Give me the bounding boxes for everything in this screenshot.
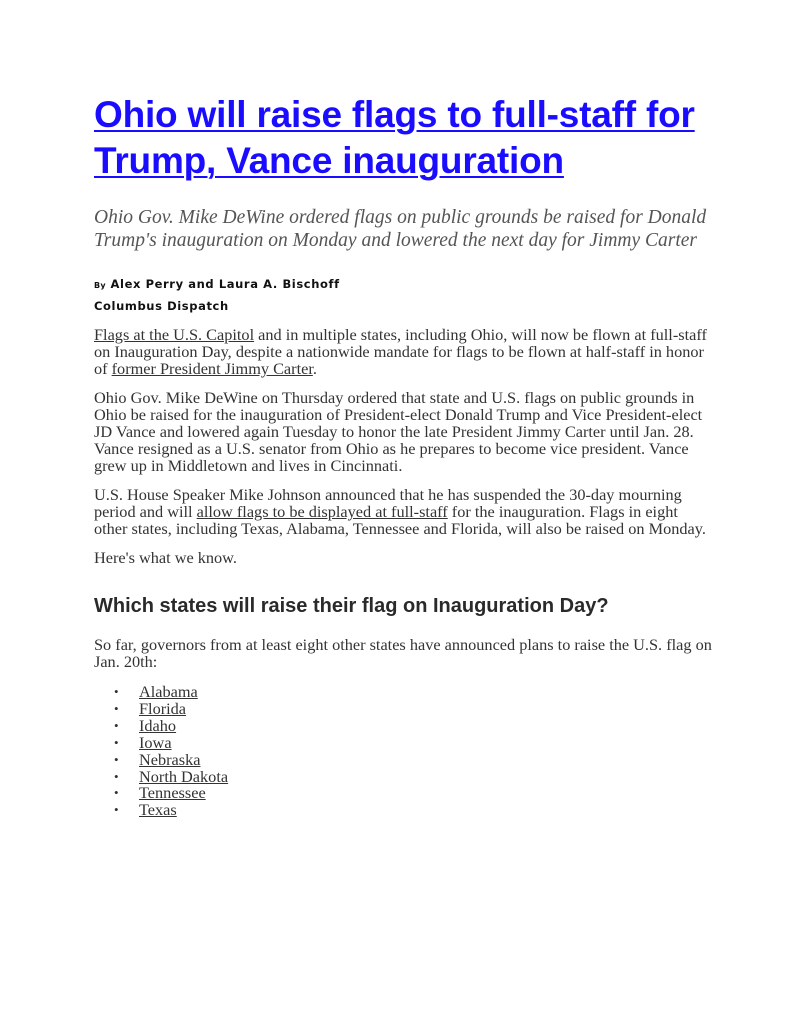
bullet-icon: • — [114, 751, 119, 767]
list-item — [94, 684, 714, 701]
article-headline — [94, 92, 714, 184]
bullet-icon: • — [114, 684, 119, 699]
headline-link[interactable]: Ohio will raise flags to full-staff for Trump, Vance inauguration — [94, 94, 695, 181]
state-link-north-dakota[interactable]: North Dakota — [139, 766, 229, 786]
paragraph-2: Ohio Gov. Mike DeWine on Thursday ordered that state and U.S. flags on public grounds in Ohio be raised for the inauguration of President-elect Donald Trump and Vice President-elect JD Vance and lowered again Tuesday to honor the late President Jimmy Carter until Jan. 28. Vance resigned as a U.S. senator from Ohio as he prepares to become vice president. Vance grew up in Middletown and lives in Cincinnati. — [94, 388, 703, 475]
state-list — [94, 684, 714, 819]
bullet-icon: • — [114, 785, 119, 801]
paragraph-1-text-a: and in multiple states, including Ohio, will now be flown at full-staff on Inauguration Day, despite a nationwide mandate for flags to be flown at half-staff in honor of — [94, 325, 707, 378]
paragraph-4: Here's what we know. — [94, 548, 237, 567]
state-link-iowa[interactable]: Iowa — [139, 732, 172, 752]
article — [94, 92, 714, 819]
paragraph-1-text-b: . — [312, 359, 317, 378]
list-item — [94, 698, 714, 718]
list-item — [94, 785, 714, 802]
byline-authors: Alex Perry and Laura A. Bischoff — [110, 277, 340, 291]
state-link-idaho[interactable]: Idaho — [139, 715, 177, 735]
state-link-nebraska[interactable]: Nebraska — [139, 749, 201, 769]
paragraph-3-text-b: for the inauguration. Flags in eight other states, including Texas, Alabama, Tennessee and Florida, will also be raised on Monday. — [94, 502, 706, 538]
paragraph-3-text-a: U.S. House Speaker Mike Johnson announced that he has suspended the 30-day mourning period and will — [94, 485, 682, 521]
state-link-tennessee[interactable]: Tennessee — [139, 783, 206, 803]
bullet-icon: • — [114, 717, 119, 733]
bullet-icon: • — [114, 768, 119, 784]
section-intro: So far, governors from at least eight other states have announced plans to raise the U.S. flag on Jan. 20th: — [94, 635, 712, 671]
byline-authors-line — [94, 274, 714, 296]
link-former-president-carter[interactable]: former President Jimmy Carter — [111, 359, 313, 378]
bullet-icon: • — [114, 700, 119, 716]
article-body — [94, 326, 714, 566]
byline — [94, 274, 714, 316]
article-subheadline: Ohio Gov. Mike DeWine ordered flags on public grounds be raised for Donald Trump's inauguration on Monday and lowered the next day for Jimmy Carter — [94, 207, 707, 251]
list-item — [94, 715, 714, 735]
byline-publication: Columbus Dispatch — [94, 299, 229, 313]
bullet-icon: • — [114, 802, 119, 818]
state-link-florida[interactable]: Florida — [139, 698, 187, 718]
byline-prefix: By — [94, 281, 106, 290]
link-allow-flags-full-staff[interactable]: allow flags to be displayed at full-staff — [196, 502, 448, 521]
state-link-texas[interactable]: Texas — [139, 800, 177, 820]
section-body — [94, 636, 714, 670]
link-flags-at-capitol[interactable]: Flags at the U.S. Capitol — [94, 325, 255, 344]
paragraph-1 — [94, 326, 714, 377]
state-link-alabama[interactable]: Alabama — [139, 682, 198, 701]
section-heading: Which states will raise their flag on Inauguration Day? — [94, 595, 609, 617]
paragraph-3 — [94, 486, 714, 537]
list-item — [94, 802, 714, 819]
bullet-icon: • — [114, 734, 119, 750]
